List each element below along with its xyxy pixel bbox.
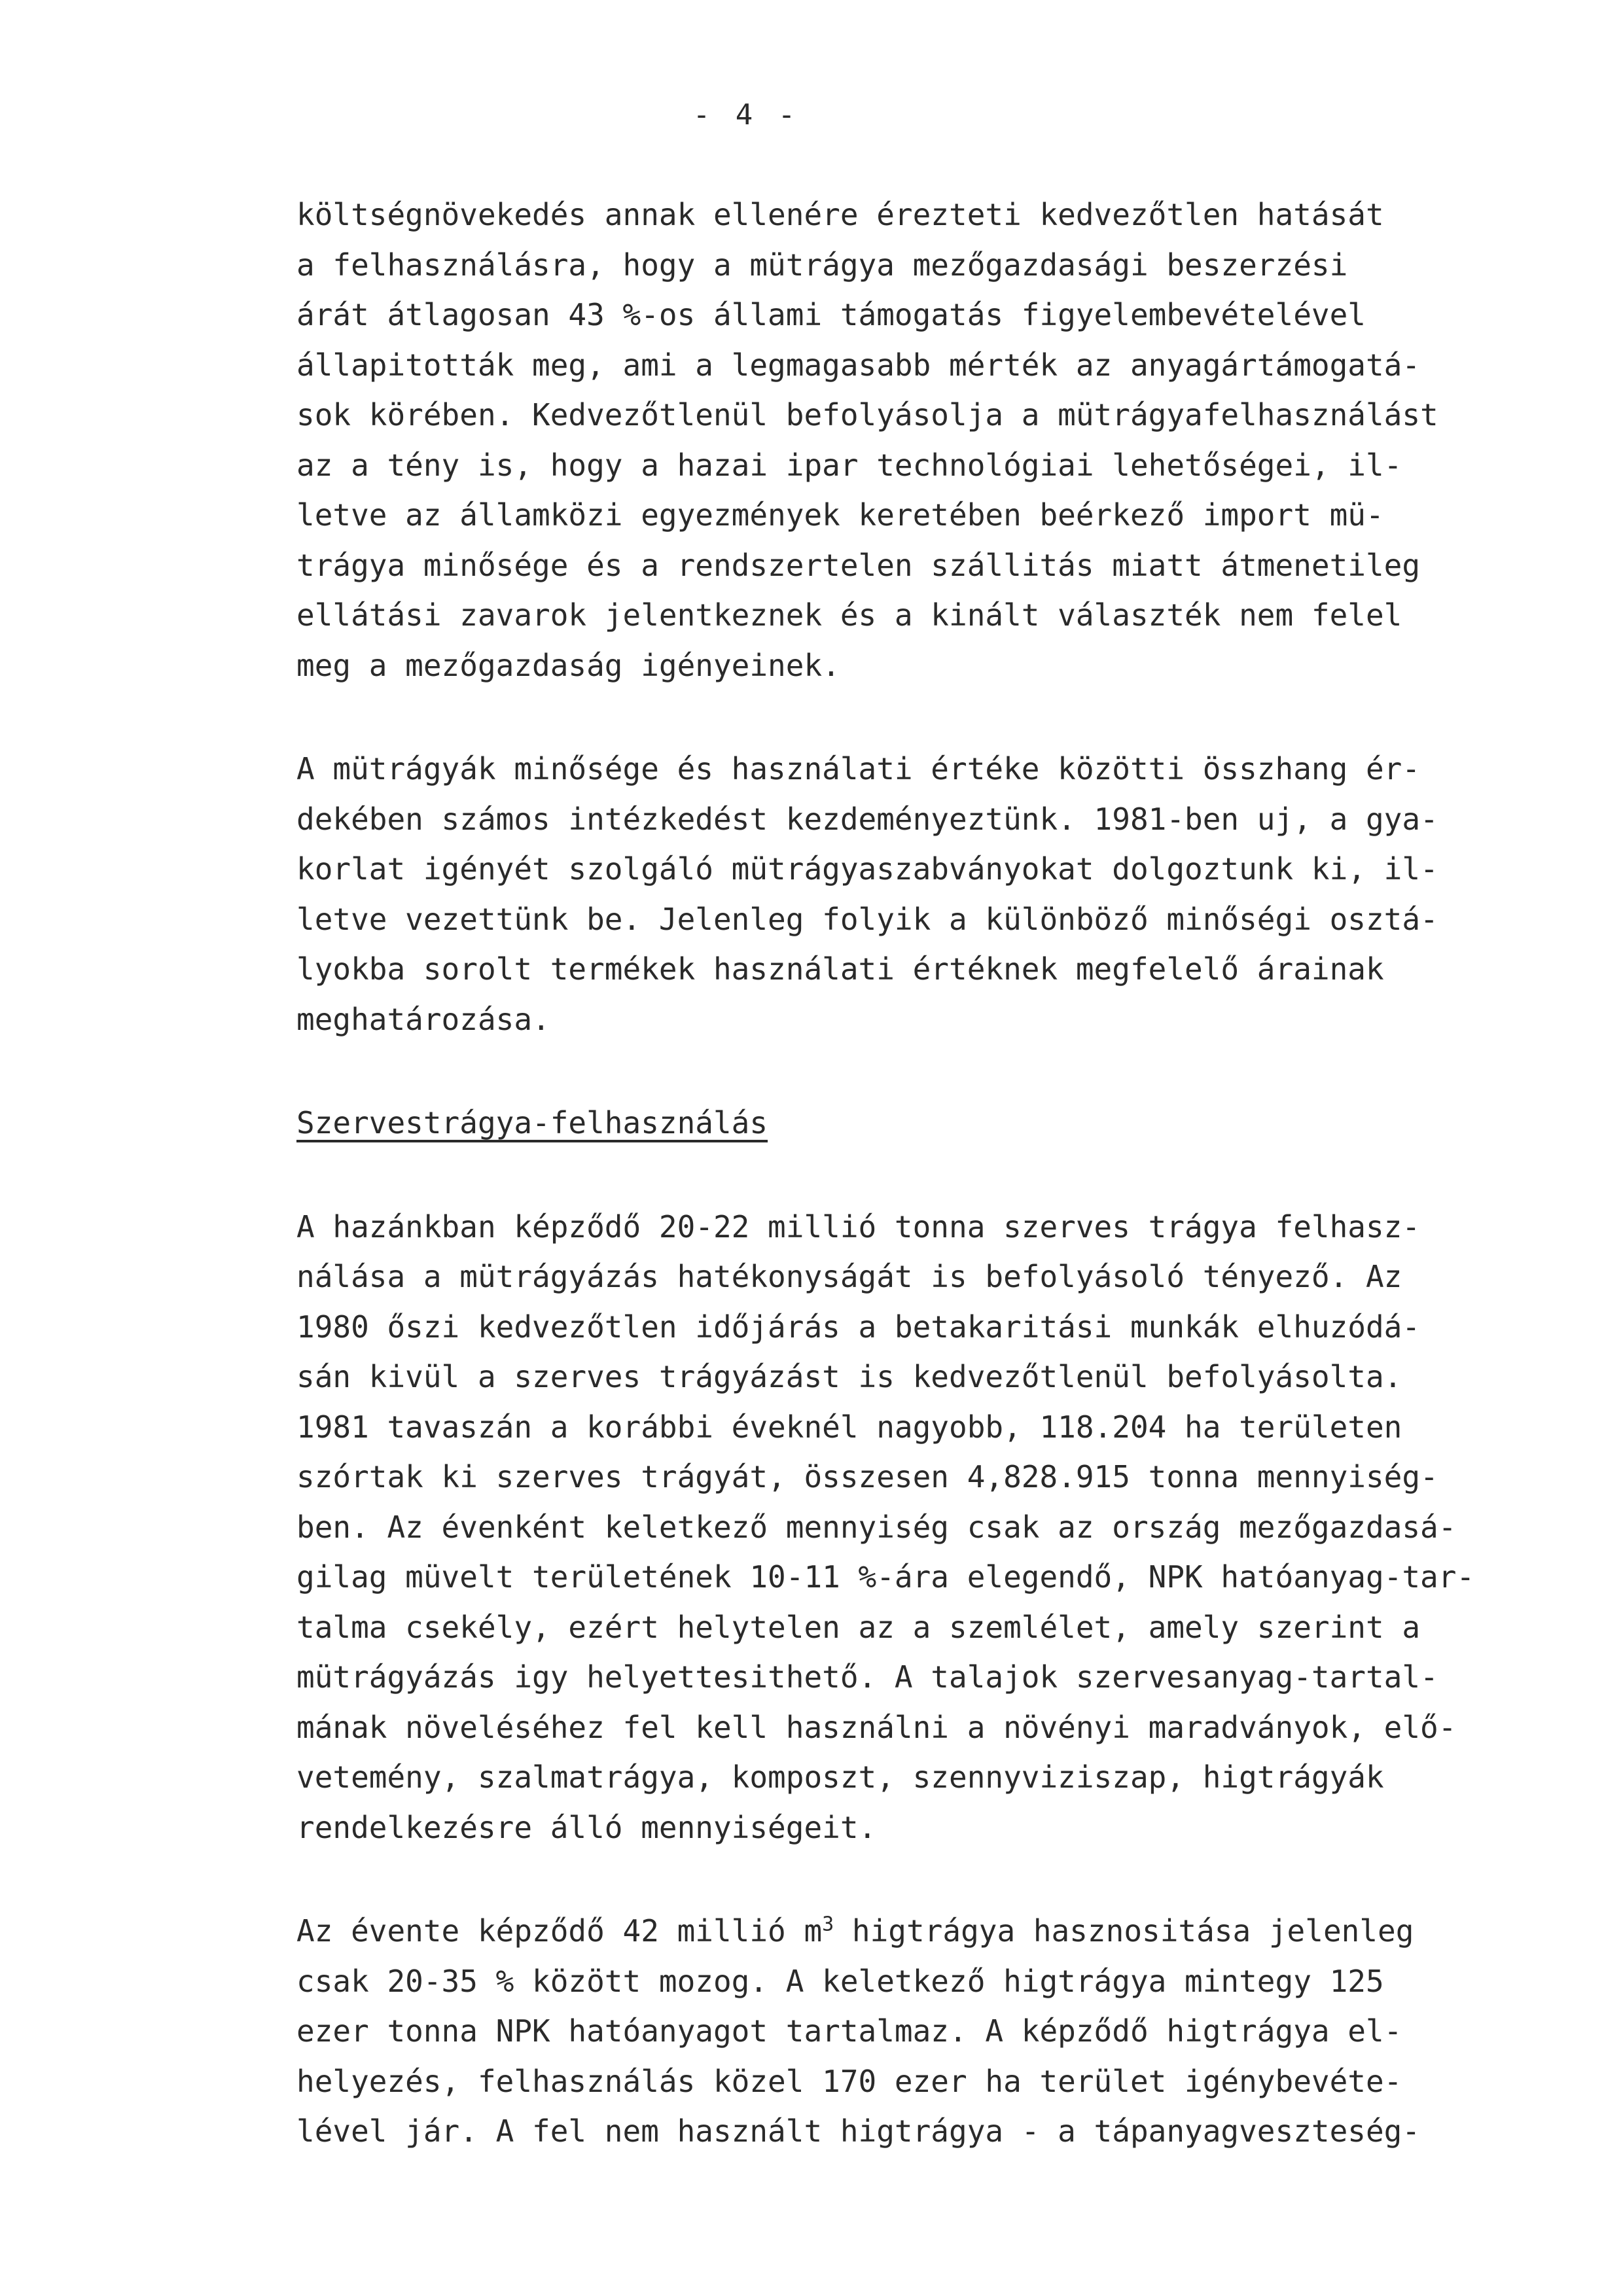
text-line: sok körében. Kedvezőtlenül befolyásolja a mütrágyafelhasználást [296,397,1438,433]
text-line: 1980 őszi kedvezőtlen időjárás a betakaritási munkák elhuzódá- [296,1309,1421,1345]
text-line: árát átlagosan 43 %-os állami támogatás figyelembevételével [296,297,1366,332]
text-line: az a tény is, hogy a hazai ipar technológiai lehetőségei, il- [296,447,1402,483]
section-heading: Szervestrágya-felhasználás [296,1105,768,1140]
paragraph-liquid-manure [296,1906,1592,2157]
text-line: sán kivül a szerves trágyázást is kedvezőtlenül befolyásolta. [296,1359,1402,1394]
text-line: dekében számos intézkedést kezdeményeztünk. 1981-ben uj, a gya- [296,801,1438,837]
text-line: letve vezettünk be. Jelenleg folyik a különböző minőségi osztá- [296,901,1438,937]
text-line: meghatározása. [296,1001,550,1037]
text-line: költségnövekedés annak ellenére érezteti kedvezőtlen hatását [296,197,1384,232]
text-line: korlat igényét szolgáló mütrágyaszabványokat dolgoztunk ki, il- [296,851,1438,887]
text-line: nálása a mütrágyázás hatékonyságát is befolyásoló tényező. Az [296,1259,1402,1294]
paragraph-organic-manure [296,1202,1592,1853]
text-line: mának növeléséhez fel kell használni a növényi maradványok, elő- [296,1709,1457,1745]
text-line: trágya minősége és a rendszertelen szállitás miatt átmenetileg [296,547,1421,583]
text-line: ezer tonna NPK hatóanyagot tartalmaz. A képződő higtrágya el- [296,2013,1402,2049]
text-line: mütrágyázás igy helyettesithető. A talajok szervesanyag-tartal- [296,1659,1438,1695]
text-line: csak 20-35 % között mozog. A keletkező higtrágya mintegy 125 [296,1963,1384,1999]
paragraph-gap [296,1148,1592,1202]
text-line [296,1906,1592,1956]
text-line: letve az államközi egyezmények keretében beérkező import mü- [296,497,1384,533]
paragraph-cost-increase [296,190,1592,690]
text-line: a felhasználásra, hogy a mütrágya mezőgazdasági beszerzési [296,247,1348,283]
text-fragment: higtrágya hasznositása jelenleg [834,1913,1414,1949]
text-line: meg a mezőgazdaság igényeinek. [296,647,840,683]
paragraph-gap [296,690,1592,744]
text-line: gilag müvelt területének 10-11 %-ára elegendő, NPK hatóanyag-tar- [296,1559,1475,1595]
text-line: lyokba sorolt termékek használati értéknek megfelelő árainak [296,951,1384,987]
text-line: ellátási zavarok jelentkeznek és a kinált választék nem felel [296,597,1402,633]
page-number: - 4 - [692,98,800,132]
text-line: talma csekély, ezért helytelen az a szemlélet, amely szerint a [296,1609,1421,1645]
text-line: ben. Az évenként keletkező mennyiség csak az ország mezőgazdasá- [296,1509,1457,1545]
text-line: vetemény, szalmatrágya, komposzt, szennyviziszap, higtrágyák [296,1759,1384,1795]
paragraph-gap [296,1044,1592,1098]
text-line: szórtak ki szerves trágyát, összesen 4,828.915 tonna mennyiség- [296,1459,1438,1494]
text-line: rendelkezésre álló mennyiségeit. [296,1809,877,1845]
paragraph-fertilizer-quality [296,744,1592,1044]
body-text [296,190,1592,2157]
text-fragment: Az évente képződő 42 millió m [296,1913,823,1949]
text-line: lével jár. A fel nem használt higtrágya - a tápanyagveszteség- [296,2113,1421,2149]
text-line: 1981 tavaszán a korábbi éveknél nagyobb, 118.204 ha területen [296,1409,1402,1445]
superscript: 3 [822,1913,834,1936]
text-line: A mütrágyák minősége és használati értéke közötti összhang ér- [296,751,1421,786]
text-line: helyezés, felhasználás közel 170 ezer ha terület igénybevéte- [296,2063,1402,2099]
text-line: állapitották meg, ami a legmagasabb mérték az anyagártámogatá- [296,347,1421,383]
paragraph-gap [296,1852,1592,1906]
text-line: A hazánkban képződő 20-22 millió tonna szerves trágya felhasz- [296,1209,1421,1245]
